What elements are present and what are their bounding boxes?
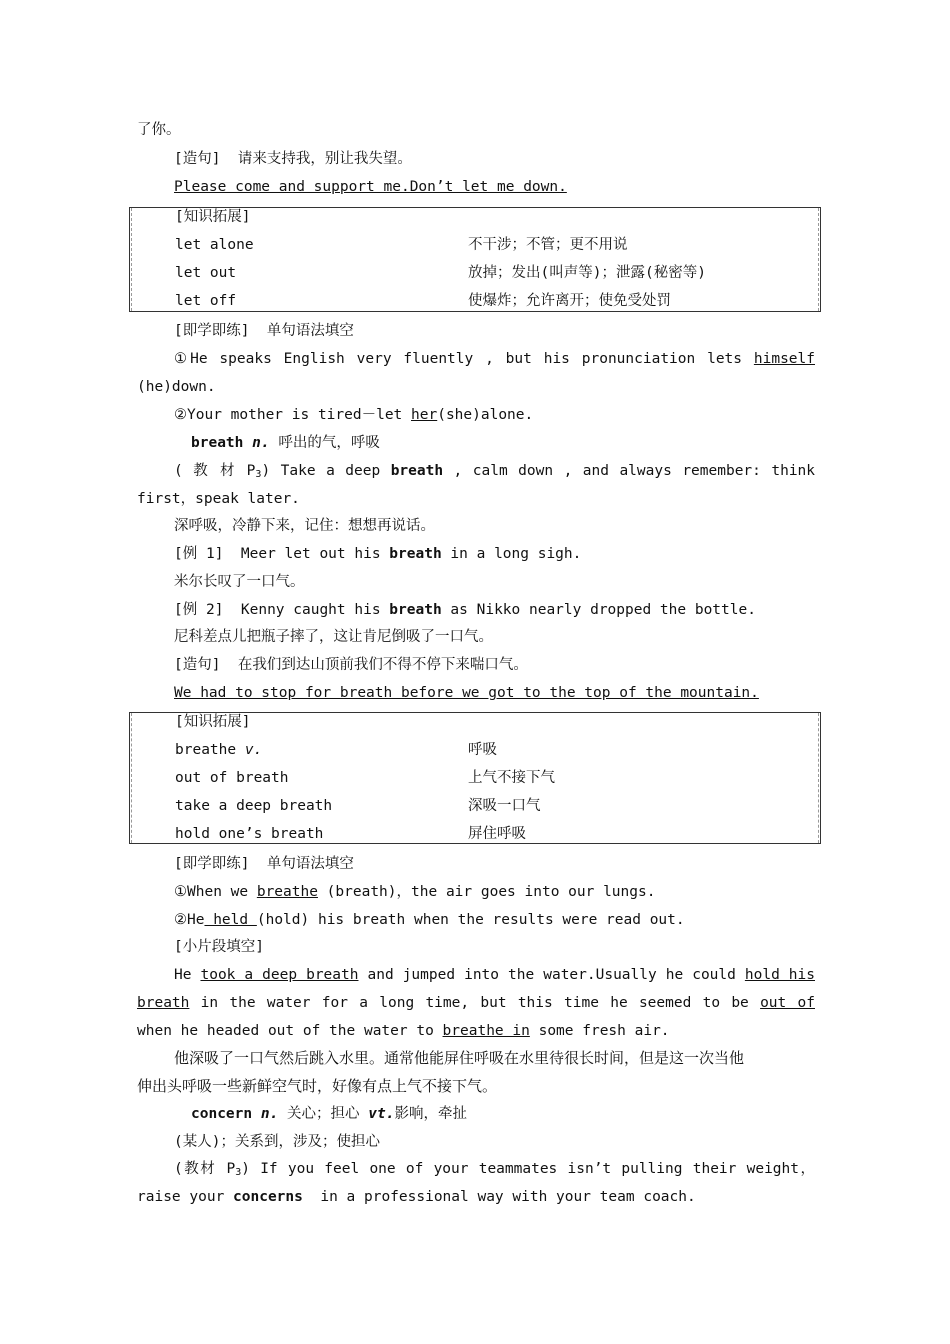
phrase-zh: 屏住呼吸 — [468, 826, 526, 842]
vocab-entry-concern: concern n. 关心；担心 vt.影响，牵扯 — [191, 1106, 467, 1122]
text-line: 了你。 — [137, 122, 181, 138]
sentence-making-prompt: [造句] 在我们到达山顶前我们不得不停下来喘口气。 — [174, 657, 528, 673]
sentence-making-answer: Please come and support me.Don’t let me down. — [174, 179, 567, 195]
phrase-en: let off — [175, 293, 237, 309]
vocab-meaning-cont: (某人)；关系到，涉及；使担心 — [174, 1134, 380, 1150]
answer-blank: her — [411, 407, 438, 423]
practice-question: ②Your mother is tired－let her(she)alone. — [174, 407, 534, 423]
paragraph-line: breath in the water for a long time, but this time he seemed to be out of — [137, 995, 815, 1011]
paragraph-fill-heading: [小片段填空] — [174, 939, 264, 955]
textbook-sentence-cont: raise your concerns in a professional way with your team coach. — [137, 1189, 696, 1205]
paragraph-line: He took a deep breath and jumped into the water.Usually he could hold his — [174, 967, 815, 983]
example-2: [例 2] Kenny caught his breath as Nikko nearly dropped the bottle. — [174, 602, 756, 618]
sentence-making-answer: We had to stop for breath before we got to the top of the mountain. — [174, 685, 759, 701]
phrase-zh: 使爆炸；允许离开；使免受处罚 — [468, 293, 671, 309]
phrase-en: let out — [175, 265, 237, 281]
phrase-en: take a deep breath — [175, 798, 333, 814]
textbook-sentence: ( 教 材 $P_3$) Take a deep breath , calm down , and always remember: think — [174, 463, 815, 480]
textbook-sentence-cont: first，speak later. — [137, 491, 300, 507]
vocab-word: breath — [191, 435, 244, 451]
practice-question: ②He held (hold) his breath when the results were read out. — [174, 912, 685, 928]
box-right-edge — [816, 713, 819, 843]
knowledge-expansion-box — [129, 712, 821, 844]
box-left-edge — [131, 208, 134, 311]
vocab-word: concern — [191, 1106, 253, 1122]
practice-heading: [即学即练] 单句语法填空 — [174, 856, 354, 872]
phrase-zh: 呼吸 — [468, 742, 497, 758]
phrase-en: let alone — [175, 237, 254, 253]
example-1: [例 1] Meer let out his breath in a long sigh. — [174, 546, 582, 562]
phrase-zh: 放掉；发出(叫声等)；泄露(秘密等) — [468, 265, 706, 281]
knowledge-expansion-box — [129, 207, 821, 312]
answer-blank: held — [204, 912, 257, 928]
part-of-speech: n. — [252, 435, 270, 451]
box-right-edge — [816, 208, 819, 311]
paragraph-translation: 他深吸了一口气然后跳入水里。通常他能屏住呼吸在水里待很长时间，但是这一次当他 — [174, 1049, 745, 1067]
practice-question: ①When we breathe (breath)，the air goes into our lungs. — [174, 884, 656, 900]
textbook-sentence: (教材 $P_3$) If you feel one of your teammates isn’t pulling their weight， — [174, 1161, 815, 1178]
answer-blank: himself — [753, 351, 815, 367]
sentence-making-prompt: [造句] 请来支持我，别让我失望。 — [174, 151, 412, 167]
practice-question: ①He speaks English very fluently , but his pronunciation lets himself — [174, 351, 815, 367]
practice-heading: [即学即练] 单句语法填空 — [174, 323, 354, 339]
translation: 深呼吸，冷静下来，记住：想想再说话。 — [174, 518, 435, 534]
box-left-edge — [131, 713, 134, 843]
example-2-translation: 尼科差点儿把瓶子摔了，这让肯尼倒吸了一口气。 — [174, 629, 493, 645]
vocab-entry-breath: breath n. 呼出的气，呼吸 — [191, 435, 380, 451]
phrase-en: out of breath — [175, 770, 289, 786]
box-title: [知识拓展] — [175, 209, 251, 225]
phrase-zh: 上气不接下气 — [468, 770, 555, 786]
phrase-zh: 深吸一口气 — [468, 798, 541, 814]
phrase-en: hold one’s breath — [175, 826, 324, 842]
example-1-translation: 米尔长叹了一口气。 — [174, 574, 305, 590]
phrase-en: breathe v. — [175, 742, 263, 758]
practice-question-cont: (he)down. — [137, 379, 216, 395]
paragraph-line: when he headed out of the water to breathe in some fresh air. — [137, 1023, 670, 1039]
answer-blank: breathe — [256, 884, 318, 900]
box-title: [知识拓展] — [175, 714, 251, 730]
paragraph-translation: 伸出头呼吸一些新鲜空气时，好像有点上气不接下气。 — [137, 1077, 498, 1095]
phrase-zh: 不干涉；不管；更不用说 — [468, 237, 628, 253]
